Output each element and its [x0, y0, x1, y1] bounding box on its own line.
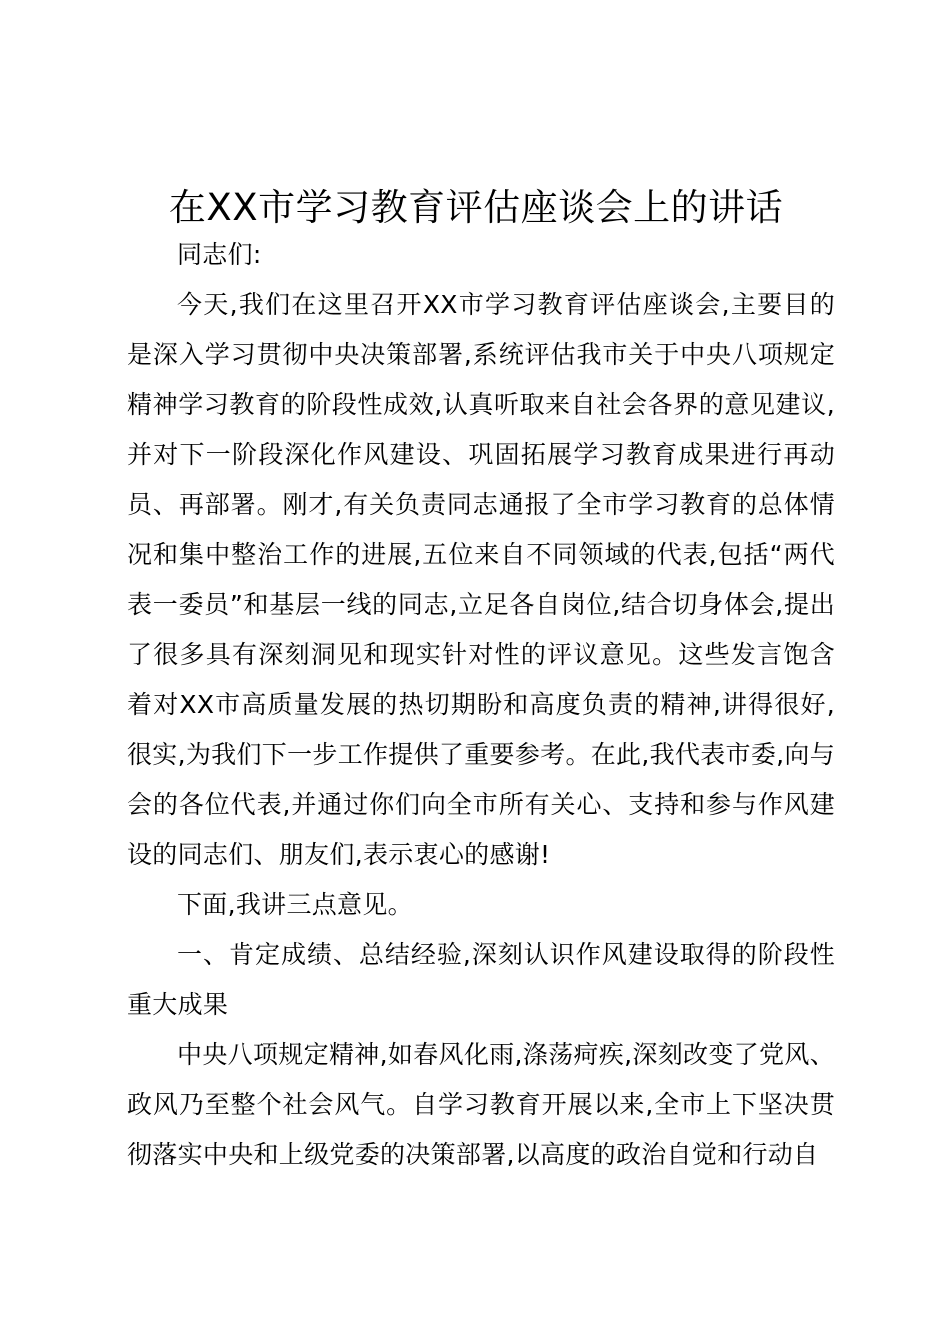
salutation: 同志们:	[177, 240, 262, 269]
document-body	[127, 230, 835, 1180]
section-heading-1: 一、肯定成绩、总结经验,深刻认识作风建设取得的阶段性重大成果	[127, 940, 835, 1019]
paragraph-outline: 下面,我讲三点意见。	[177, 890, 413, 919]
paragraph-section-1: 中央八项规定精神,如春风化雨,涤荡疴疾,深刻改变了党风、政风乃至整个社会风气。自学习教育开展以来,全市上下坚决贯彻落实中央和上级党委的决策部署,以高度的政治自觉和行动自	[127, 1040, 835, 1169]
paragraph-opening: 今天,我们在这里召开XX市学习教育评估座谈会,主要目的是深入学习贯彻中央决策部署,系统评估我市关于中央八项规定精神学习教育的阶段性成效,认真听取来自社会各界的意见建议,并对下一阶段深化作风建设、巩固拓展学习教育成果进行再动员、再部署。刚才,有关负责同志通报了全市学习教育的总体情况和集中整治工作的进展,五位来自不同领域的代表,包括“两代表一委员”和基层一线的同志,立足各自岗位,结合切身体会,提出了很多具有深刻洞见和现实针对性的评议意见。这些发言饱含着对XX市高质量发展的热切期盼和高度负责的精神,讲得很好,很实,为我们下一步工作提供了重要参考。在此,我代表市委,向与会的各位代表,并通过你们向全市所有关心、支持和参与作风建设的同志们、朋友们,表示衷心的感谢!	[127, 290, 835, 869]
document-title: 在XX市学习教育评估座谈会上的讲话	[168, 186, 784, 229]
